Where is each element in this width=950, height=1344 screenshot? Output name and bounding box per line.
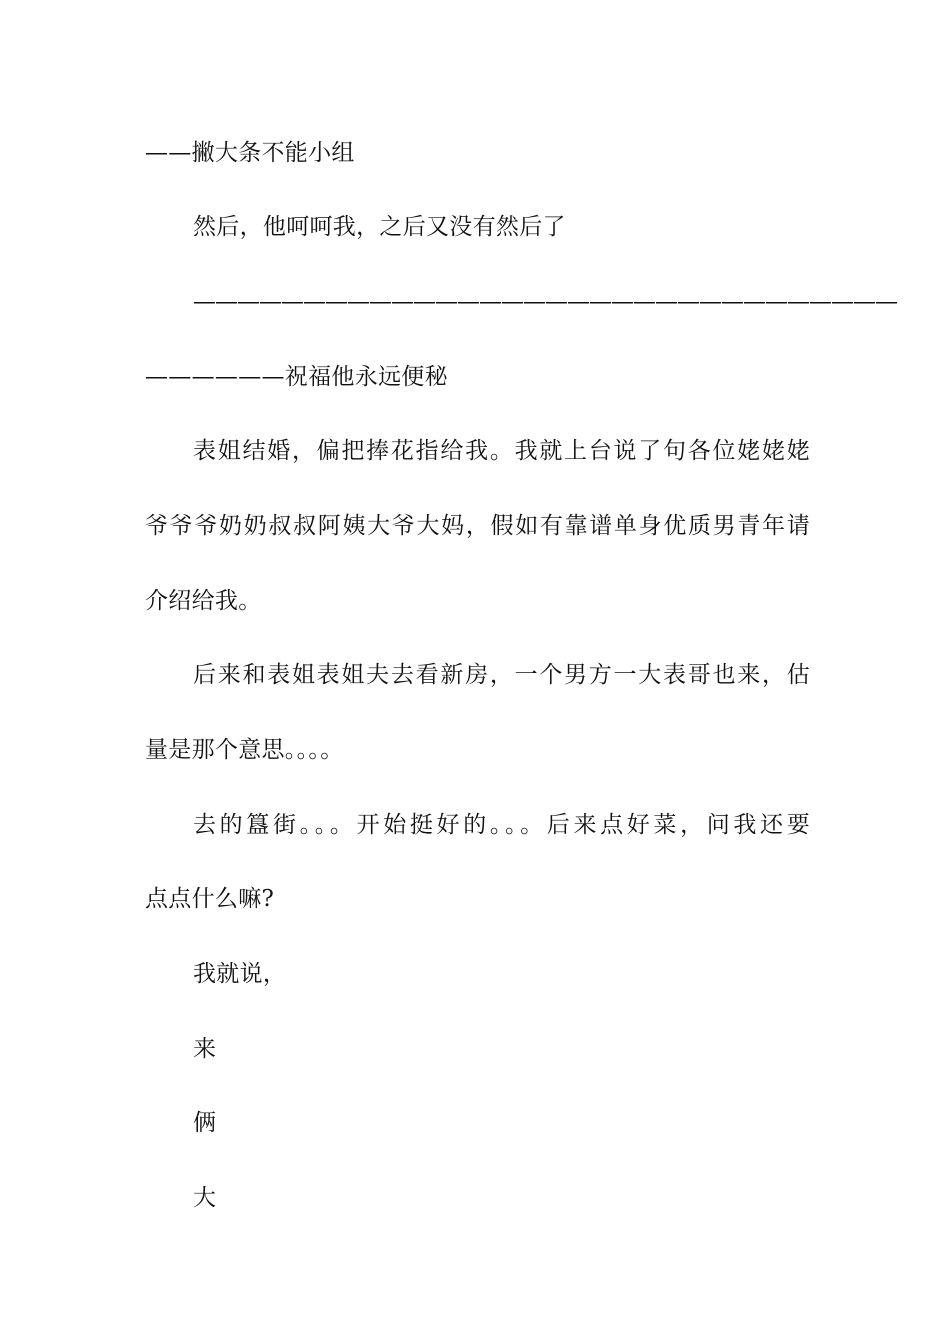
- text-line-4: 表姐结婚，偏把捧花指给我。我就上台说了句各位姥姥姥: [193, 438, 810, 464]
- text-line-14: 大: [193, 1185, 217, 1211]
- text-line-3: ——————祝福他永远便秘: [145, 364, 448, 390]
- text-line-7: 后来和表姐表姐夫去看新房，一个男方一大表哥也来，估: [193, 662, 810, 688]
- separator-dash-line: ————————————————————————————————: [193, 289, 897, 315]
- text-line-11: 我就说，: [193, 961, 287, 987]
- text-line-6: 介绍给我。: [145, 588, 262, 614]
- text-line-13: 俩: [193, 1110, 217, 1136]
- text-line-10: 点点什么嘛?: [145, 886, 275, 912]
- text-line-9: 去的簋街。。。开始挺好的。。。后来点好菜，问我还要: [193, 812, 810, 838]
- text-line-5: 爷爷爷奶奶叔叔阿姨大爷大妈，假如有靠谱单身优质男青年请: [145, 513, 810, 539]
- text-line-2: 然后，他呵呵我，之后又没有然后了: [193, 214, 566, 240]
- text-line-1: ——撇大条不能小组: [145, 140, 355, 166]
- text-line-12: 来: [193, 1036, 217, 1062]
- text-line-8: 量是那个意思。。。。: [145, 737, 344, 763]
